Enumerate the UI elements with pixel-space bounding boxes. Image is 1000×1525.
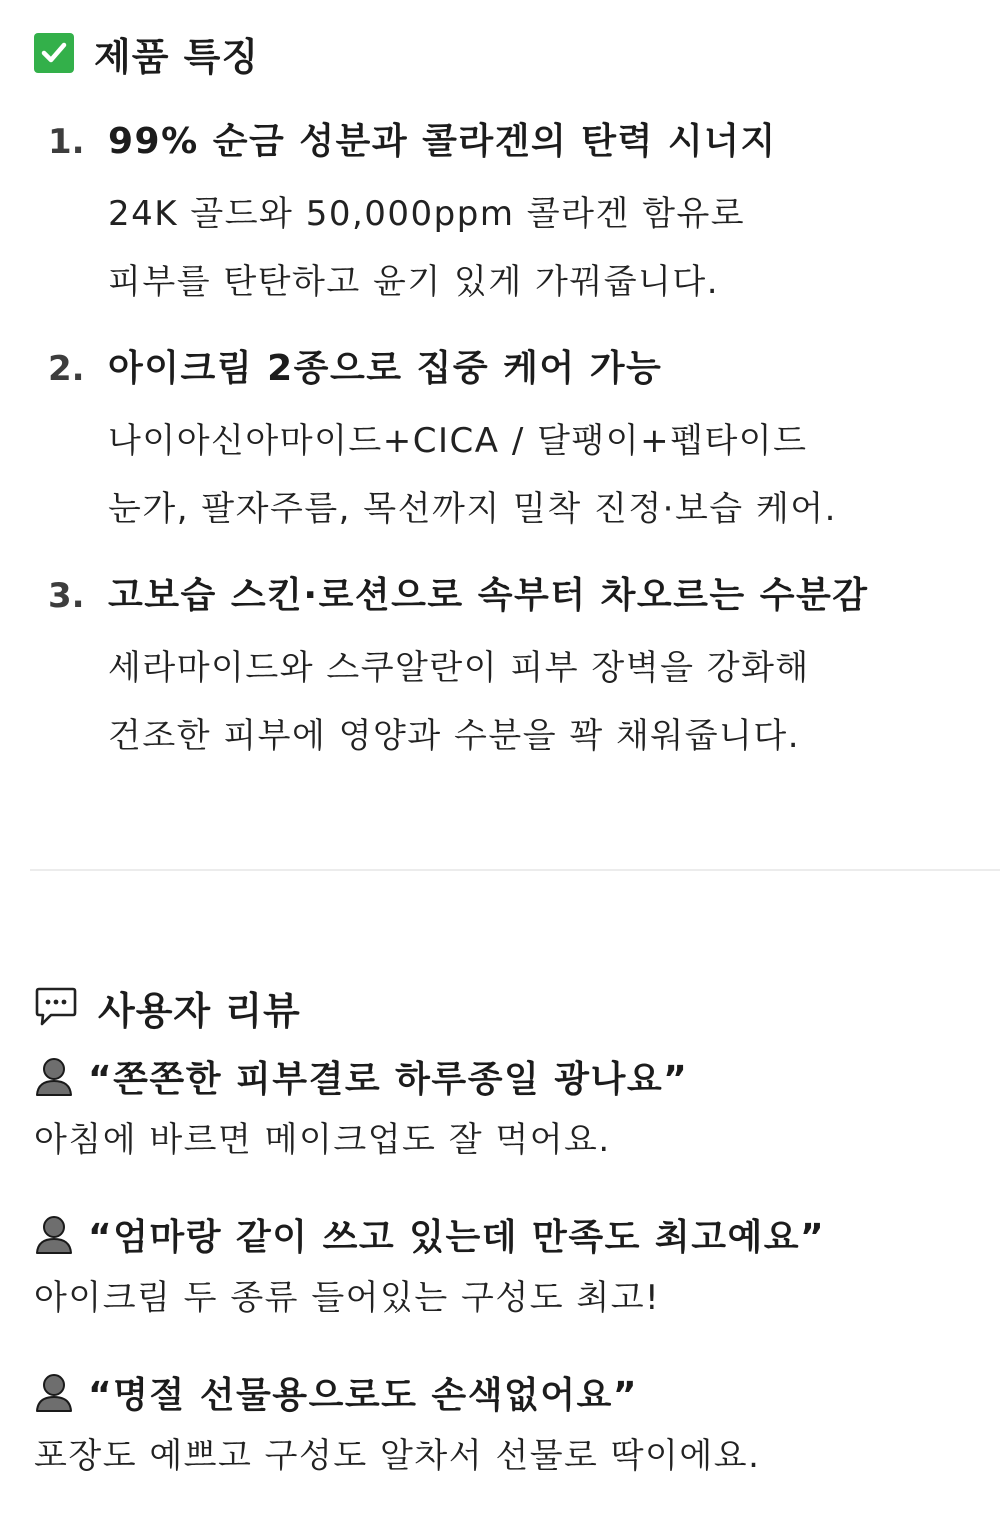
feature-number: 3.: [48, 576, 85, 616]
review-quote: “엄마랑 같이 쓰고 있는데 만족도 최고예요”: [88, 1216, 826, 1258]
check-mark-icon: [34, 33, 74, 73]
review-body: 아이크림 두 종류 들어있는 구성도 최고!: [34, 1278, 661, 1318]
reviews-title: 사용자 리뷰: [98, 988, 301, 1033]
feature-title: 아이크림 2종으로 집중 케어 가능: [108, 348, 663, 389]
review-item: [0, 1366, 1000, 1506]
person-icon: [34, 1054, 74, 1098]
review-quote-row: [34, 1050, 688, 1102]
feature-title: 고보습 스킨·로션으로 속부터 차오르는 수분감: [108, 575, 869, 616]
feature-number: 1.: [48, 122, 85, 162]
review-body: 아침에 바르면 메이크업도 잘 먹어요.: [34, 1120, 611, 1160]
reviews-header: [34, 982, 301, 1032]
feature-item: [0, 343, 1000, 543]
review-quote-row: [34, 1366, 638, 1418]
features-title: 제품 특징: [94, 34, 260, 79]
feature-number: 2.: [48, 349, 85, 389]
feature-description-line: 나이아신아마이드+CICA / 달팽이+펩타이드: [108, 421, 808, 461]
feature-description-line: 24K 골드와 50,000ppm 콜라겐 함유로: [108, 194, 746, 234]
features-header: [34, 28, 259, 78]
review-item: [0, 1208, 1000, 1348]
review-quote: “쫀쫀한 피부결로 하루종일 광나요”: [88, 1058, 689, 1100]
feature-item: [0, 116, 1000, 316]
feature-description-line: 건조한 피부에 영양과 수분을 꽉 채워줍니다.: [108, 716, 801, 756]
feature-description-line: 피부를 탄탄하고 윤기 있게 가꿔줍니다.: [108, 262, 720, 302]
feature-description-line: 눈가, 팔자주름, 목선까지 밀착 진정·보습 케어.: [108, 489, 837, 529]
section-divider: [30, 869, 1000, 871]
person-icon: [34, 1370, 74, 1414]
review-quote: “명절 선물용으로도 손색없어요”: [88, 1374, 638, 1416]
review-item: [0, 1050, 1000, 1190]
person-icon: [34, 1212, 74, 1256]
review-body: 포장도 예쁘고 구성도 알차서 선물로 딱이에요.: [34, 1436, 761, 1476]
feature-title: 99% 순금 성분과 콜라겐의 탄력 시너지: [108, 121, 777, 162]
feature-description-line: 세라마이드와 스쿠알란이 피부 장벽을 강화해: [108, 648, 810, 688]
review-quote-row: [34, 1208, 825, 1260]
feature-item: [0, 570, 1000, 770]
speech-bubble-icon: [34, 985, 78, 1029]
